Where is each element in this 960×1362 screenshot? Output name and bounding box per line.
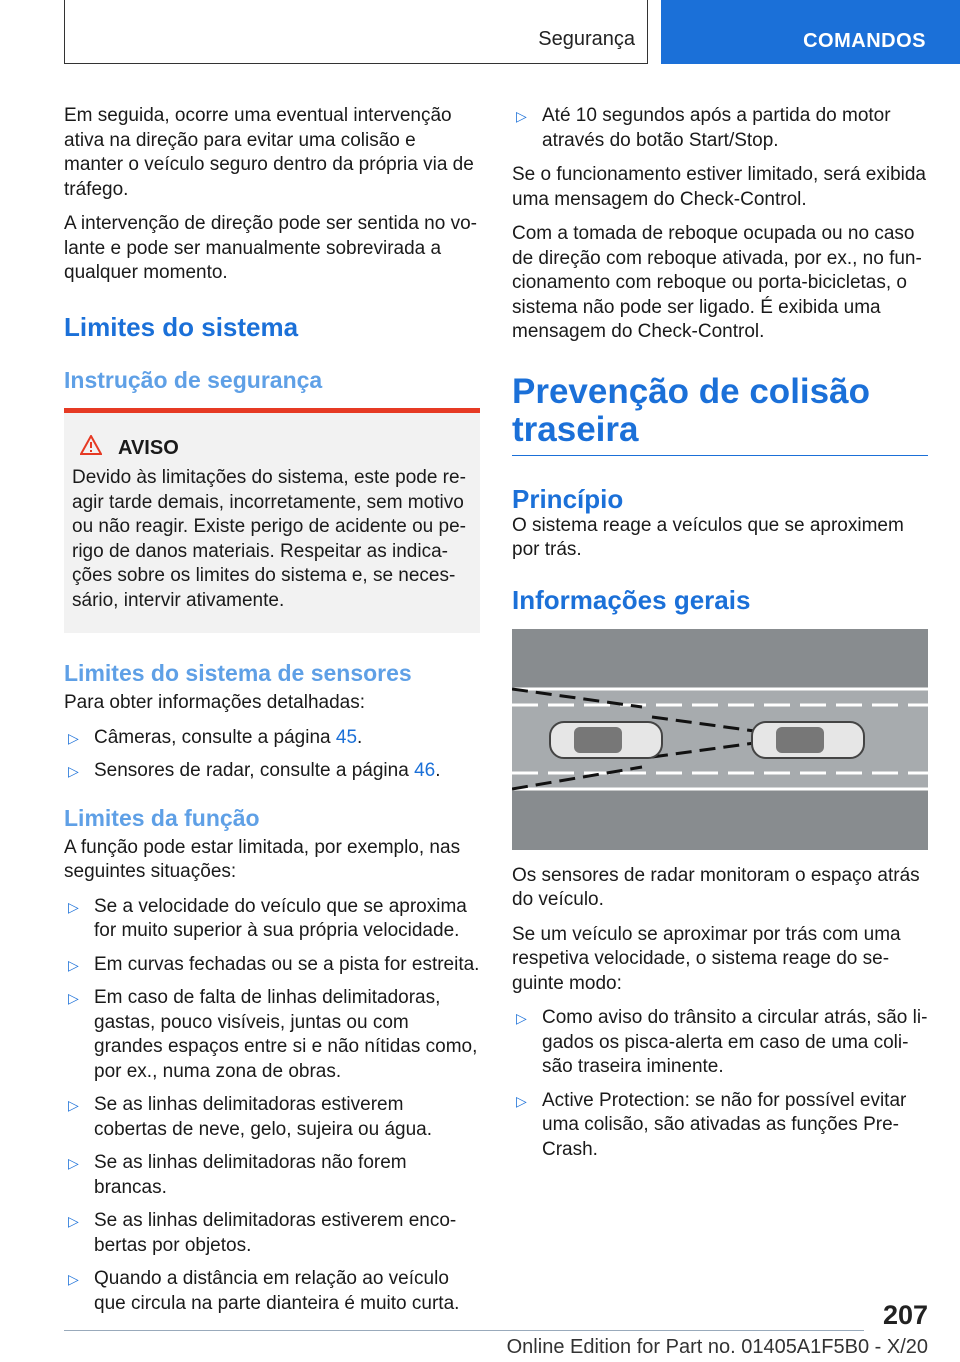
continued-list (512, 104, 928, 153)
right-column (512, 104, 928, 1172)
triangle-bullet-icon: ▷ (68, 1271, 79, 1287)
list-item-text: Active Protection: se não for possível evitar uma colisão, são ativadas as funções Pre-Crash. (542, 1089, 907, 1160)
list-item (64, 726, 480, 751)
sensor-list (64, 726, 480, 784)
warning-text: Devido às limitações do sistema, este pode reagir tarde demais, incorretamente, sem motivo ou não reagir. Existe perigo de acidente ou perigo de danos materiais. Respeitar as indicações sobre os limites do sistema e, se necessário, intervir ativamente. (72, 467, 466, 611)
list-item (64, 1093, 480, 1142)
list-item-text: Se a velocidade do veículo que se aproxima for muito superior à sua própria velocidade. (94, 895, 467, 941)
warning-triangle-icon (80, 435, 102, 463)
list-item-text: Quando a distância em relação ao veículo que circula na parte dianteira é muito curta. (94, 1268, 460, 1314)
function-list (64, 895, 480, 1317)
function-limits-intro: A função pode estar limitada, por exemplo, nas seguintes situações: (64, 836, 461, 882)
list-item-text: Câmeras, consulte a página (94, 726, 336, 748)
general-paragraph-1: Os sensores de radar monitoram o espaço atrás do veículo. (512, 864, 920, 910)
heading-safety-instruction: Instrução de segurança (64, 366, 323, 393)
list-item-end: . (357, 726, 363, 748)
page-link[interactable]: 45 (335, 726, 358, 748)
triangle-bullet-icon: ▷ (68, 1213, 79, 1229)
warning-title-row (72, 435, 472, 463)
header-section-title: Segurança (538, 28, 635, 50)
heading-sensor-limits: Limites do sistema de sensores (64, 660, 412, 686)
list-item-text: Se as linhas delimitadoras estiverem cobertas de neve, gelo, sujeira ou água. (94, 1094, 433, 1140)
page-number: 207 (882, 1300, 928, 1330)
list-item-text: Em caso de falta de linhas delimitadoras, gastas, pouco visíveis, juntas ou com grandes espaços entre si e não nítidas como, por ex., numa zona de obras. (94, 987, 478, 1082)
triangle-bullet-icon: ▷ (68, 1097, 79, 1113)
list-item (64, 1209, 480, 1258)
list-item (64, 1267, 480, 1316)
list-item (512, 1089, 928, 1163)
triangle-bullet-icon: ▷ (68, 1155, 79, 1171)
footer-edition: Online Edition for Part no. 01405A1F5B0 - X/20 (506, 1336, 928, 1358)
main-heading-block (512, 373, 928, 456)
reaction-list (512, 1006, 928, 1162)
triangle-bullet-icon: ▷ (68, 990, 79, 1006)
warning-title: AVISO (118, 437, 179, 459)
road-diagram-svg (512, 629, 928, 850)
general-paragraph-2: Se um veículo se aproximar por trás com uma respetiva velocidade, o sistema reage do seguinte modo: (512, 923, 901, 994)
paragraph-check-control: Se o funcionamento estiver limitado, será exibida uma mensagem do Check-Control. (512, 164, 927, 210)
list-item-text: Em curvas fechadas ou se a pista for estreita. (94, 953, 480, 975)
list-item-text: Até 10 segundos após a partida do motor através do botão Start/Stop. (542, 105, 891, 151)
left-column (64, 104, 480, 1326)
list-item (512, 1006, 928, 1080)
list-item (512, 104, 928, 153)
paragraph-trailer: Com a tomada de reboque ocupada ou no caso de direção com reboque ativada, por ex., no funcionamento com reboque ou porta-bicicletas, o sistema não pode ser ligado. É exibida uma mensagem do Check-Control. (512, 223, 922, 342)
intro-paragraph-1: Em seguida, ocorre uma eventual intervenção ativa na direção para evitar uma colisão e manter o veículo seguro dentro da própria via de tráfego. (64, 105, 474, 200)
heading-system-limits: Limites do sistema (64, 311, 299, 342)
warning-box (64, 408, 480, 634)
list-item-text: Se as linhas delimitadoras não forem brancas. (94, 1152, 407, 1198)
rear-collision-illustration (512, 629, 928, 850)
page-link[interactable]: 46 (414, 760, 436, 781)
triangle-bullet-icon: ▷ (68, 763, 79, 779)
header-chapter-label: COMANDOS (803, 30, 926, 52)
heading-general-info: Informações gerais (512, 584, 751, 615)
triangle-bullet-icon: ▷ (516, 108, 527, 124)
main-heading-line-1: Prevenção de colisão (512, 371, 870, 411)
list-item (64, 1151, 480, 1200)
header-chapter-tab[interactable] (661, 0, 960, 64)
list-item-text: Sensores de radar, consulte a página (94, 760, 415, 781)
heading-function-limits: Limites da função (64, 804, 260, 831)
sensor-limits-intro: Para obter informações detalhadas: (64, 692, 366, 713)
heading-principle: Princípio (512, 483, 624, 514)
list-item-text: Se as linhas delimitadoras estiverem encobertas por objetos. (94, 1210, 457, 1256)
list-item (64, 986, 480, 1084)
list-item-text: Como aviso do trânsito a circular atrás, são ligados os pisca-alerta em caso de uma colisão traseira iminente. (542, 1007, 928, 1077)
triangle-bullet-icon: ▷ (516, 1010, 527, 1026)
list-item (64, 895, 480, 944)
approaching-car-icon (752, 722, 864, 758)
triangle-bullet-icon: ▷ (68, 729, 79, 746)
list-item-end: . (435, 760, 441, 781)
main-heading-line-2: traseira (512, 409, 639, 449)
footer-divider (64, 1330, 864, 1331)
list-item (64, 759, 480, 784)
intro-paragraph-2: A intervenção de direção pode ser sentida no volante e pode ser manualmente sobrevirada a qualquer momento. (64, 213, 477, 283)
triangle-bullet-icon: ▷ (516, 1092, 527, 1109)
principle-text: O sistema reage a veículos que se aproximem por trás. (512, 514, 904, 560)
list-item (64, 953, 480, 978)
rear-car-icon (550, 722, 662, 758)
triangle-bullet-icon: ▷ (68, 898, 79, 915)
triangle-bullet-icon: ▷ (68, 956, 79, 973)
